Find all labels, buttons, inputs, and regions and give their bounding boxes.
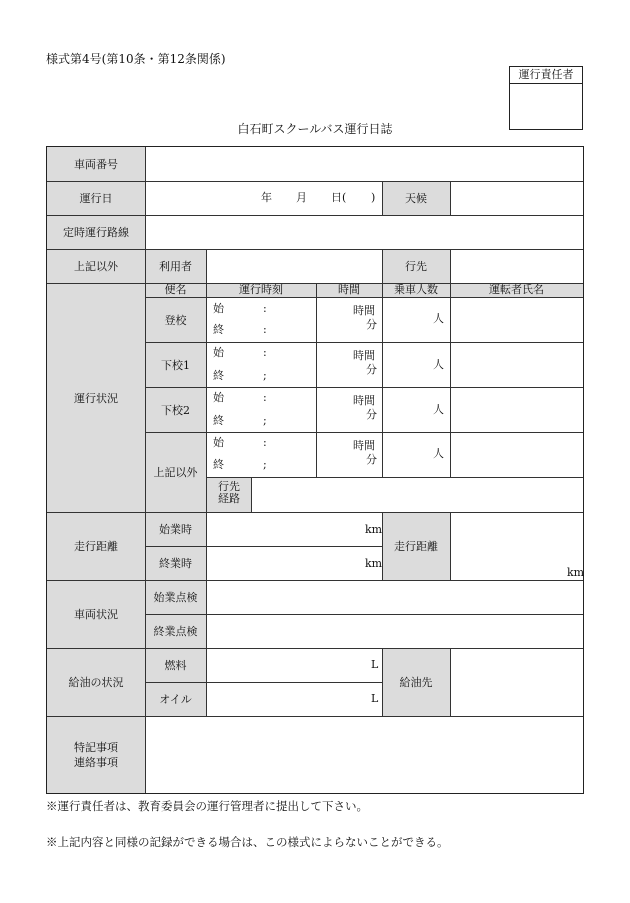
end-time-label: 終 bbox=[213, 369, 224, 382]
minutes-label: 分 bbox=[366, 408, 377, 421]
persons-label: 人 bbox=[433, 403, 444, 416]
non-scheduled-label: 上記以外 bbox=[47, 249, 145, 283]
time-separator: ; bbox=[263, 369, 267, 382]
date-day-label: 日( bbox=[331, 191, 347, 204]
start-time-label: 始 bbox=[213, 346, 224, 359]
destination-route-label: 行先 経路 bbox=[206, 477, 251, 512]
trip-name: 登校 bbox=[145, 297, 206, 342]
hours-label: 時間 bbox=[353, 349, 375, 362]
hours-label: 時間 bbox=[353, 304, 375, 317]
mileage-label: 走行距離 bbox=[47, 512, 145, 580]
fueling-label: 給油の状況 bbox=[47, 648, 145, 716]
document-title: 白石町スクールバス運行日誌 bbox=[237, 122, 393, 136]
start-time-label: 始 bbox=[213, 391, 224, 404]
fuel-station-label: 給油先 bbox=[382, 648, 450, 716]
col-duration-header: 時間 bbox=[338, 283, 360, 296]
persons-label: 人 bbox=[433, 447, 444, 460]
km-unit: km bbox=[365, 523, 383, 536]
mileage-start-label: 始業時 bbox=[145, 512, 206, 546]
end-time-label: 終 bbox=[213, 414, 224, 427]
trip-name: 下校2 bbox=[145, 387, 206, 432]
fuel-label: 燃料 bbox=[145, 648, 206, 682]
time-separator: ; bbox=[263, 414, 267, 427]
trip-name: 上記以外 bbox=[145, 432, 206, 512]
oil-label: オイル bbox=[145, 682, 206, 716]
remarks-label: 特記事項 連絡事項 bbox=[47, 716, 145, 793]
hours-label: 時間 bbox=[353, 394, 375, 407]
liter-unit: L bbox=[371, 692, 379, 705]
km-unit: km bbox=[567, 566, 585, 579]
time-separator: : bbox=[263, 346, 267, 359]
col-time-header: 運行時刻 bbox=[239, 283, 283, 296]
minutes-label: 分 bbox=[366, 453, 377, 466]
end-time-label: 終 bbox=[213, 323, 224, 336]
time-separator: : bbox=[263, 302, 267, 315]
hours-label: 時間 bbox=[353, 439, 375, 452]
liter-unit: L bbox=[371, 658, 379, 671]
col-trip-header: 便名 bbox=[164, 283, 187, 296]
col-driver-header: 運転者氏名 bbox=[489, 283, 544, 296]
operation-date-label: 運行日 bbox=[47, 181, 145, 215]
km-unit: km bbox=[365, 557, 383, 570]
note-alternative: ※上記内容と同様の記録ができる場合は、この様式によらないことができる。 bbox=[46, 835, 449, 849]
note-submit: ※運行責任者は、教育委員会の運行管理者に提出して下さい。 bbox=[46, 799, 368, 813]
user-label: 利用者 bbox=[145, 249, 206, 283]
distance-label: 走行距離 bbox=[382, 512, 450, 580]
post-inspection-label: 終業点検 bbox=[145, 614, 206, 648]
time-separator: : bbox=[263, 391, 267, 404]
end-time-label: 終 bbox=[213, 458, 224, 471]
persons-label: 人 bbox=[433, 312, 444, 325]
col-passengers-header: 乗車人数 bbox=[394, 283, 438, 296]
date-close-paren: ) bbox=[371, 191, 376, 204]
operation-log-form bbox=[46, 146, 584, 794]
start-time-label: 始 bbox=[213, 436, 224, 449]
responsible-person-label: 運行責任者 bbox=[510, 67, 582, 84]
minutes-label: 分 bbox=[366, 318, 377, 331]
operation-status-label: 運行状況 bbox=[47, 283, 145, 512]
persons-label: 人 bbox=[433, 358, 444, 371]
date-month-label: 月 bbox=[296, 191, 307, 204]
weather-label: 天候 bbox=[382, 181, 450, 215]
time-separator: : bbox=[263, 323, 267, 336]
time-separator: ; bbox=[263, 458, 267, 471]
vehicle-condition-label: 車両状況 bbox=[47, 580, 145, 648]
form-number-label: 様式第4号(第10条・第12条関係) bbox=[46, 52, 226, 66]
minutes-label: 分 bbox=[366, 363, 377, 376]
time-separator: : bbox=[263, 436, 267, 449]
vehicle-number-label: 車両番号 bbox=[47, 147, 145, 181]
trip-name: 下校1 bbox=[145, 342, 206, 387]
destination-label: 行先 bbox=[382, 249, 450, 283]
date-year-label: 年 bbox=[261, 191, 272, 204]
pre-inspection-label: 始業点検 bbox=[145, 580, 206, 614]
fixed-route-label: 定時運行路線 bbox=[47, 215, 145, 249]
mileage-end-label: 終業時 bbox=[145, 546, 206, 580]
start-time-label: 始 bbox=[213, 302, 224, 315]
